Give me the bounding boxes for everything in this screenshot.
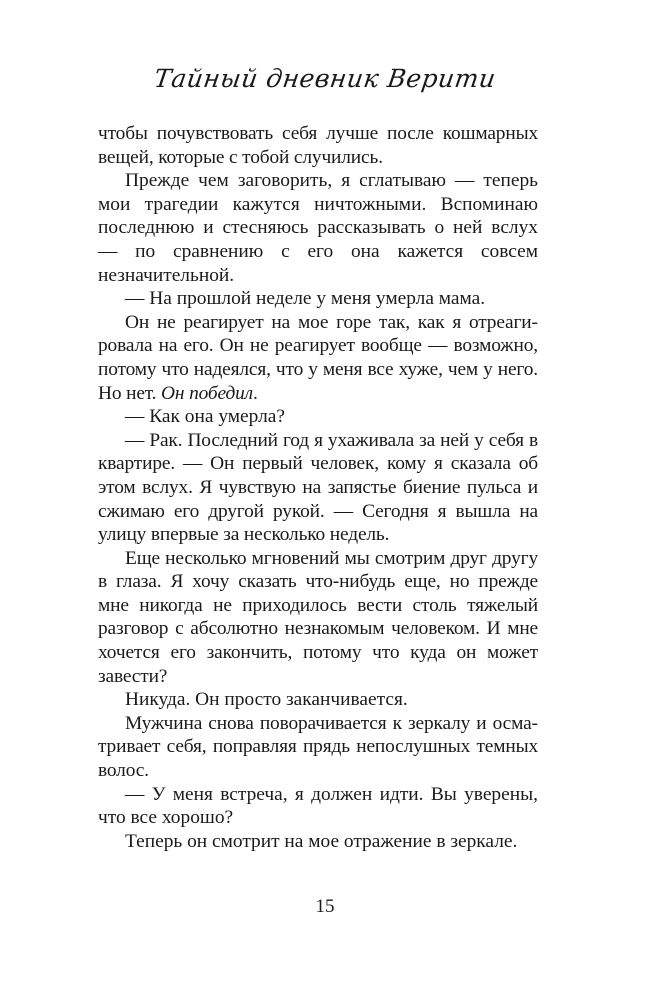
paragraph-text: . xyxy=(253,382,258,404)
body-text xyxy=(98,122,538,853)
paragraph: Теперь он смотрит на мое отражение в зеркале. xyxy=(125,830,518,852)
paragraph: — На прошлой неделе у меня умерла мама. xyxy=(125,288,486,310)
paragraph xyxy=(98,311,538,405)
paragraph: — Как она умерла? xyxy=(125,406,285,428)
page-number: 15 xyxy=(315,896,335,917)
paragraph: чтобы почувствовать себя лучше после кошмарных вещей, которые с тобой случились. xyxy=(98,123,538,168)
paragraph: — У меня встреча, я должен идти. Вы уверены, что все хорошо? xyxy=(98,783,538,829)
paragraph: Мужчина снова поворачивается к зеркалу и осматривает себя, поправляя прядь непослушных темных волос. xyxy=(98,712,538,782)
paragraph: Еще несколько мгновений мы смотрим друг другу в глаза. Я хочу сказать что-нибудь еще, но прежде мне никогда не приходилось вести столь тяжелый разговор с абсолютно незнакомым человеком. И мне хочется его закончить, потому что куда он может завести? xyxy=(98,547,538,687)
paragraph-text: Он не реагирует на мое горе так, как я отреагировала на его. Он не реагирует вообще — возможно, потому что надеялся, что у меня все хуже, чем у него. Но нет. xyxy=(98,311,538,404)
paragraph: Прежде чем заговорить, я сглатываю — теперь мои трагедии кажутся ничтожными. Вспоминаю последнюю и стесняюсь рассказывать о ней вслух — по сравнению с его она кажется совсем незначительной. xyxy=(98,170,538,286)
paragraph: — Рак. Последний год я ухаживала за ней у себя в квартире. — Он первый человек, кому я сказала об этом вслух. Я чувствую на запястье биение пульса и сжимаю его другой рукой. — Сегодня я вышла на улицу впервые за несколько недель. xyxy=(98,429,538,546)
paragraph: Никуда. Он просто заканчивается. xyxy=(125,689,408,711)
running-head: Тайный дневник Верити xyxy=(152,64,498,93)
emphasis-text: Он победил xyxy=(161,382,253,404)
